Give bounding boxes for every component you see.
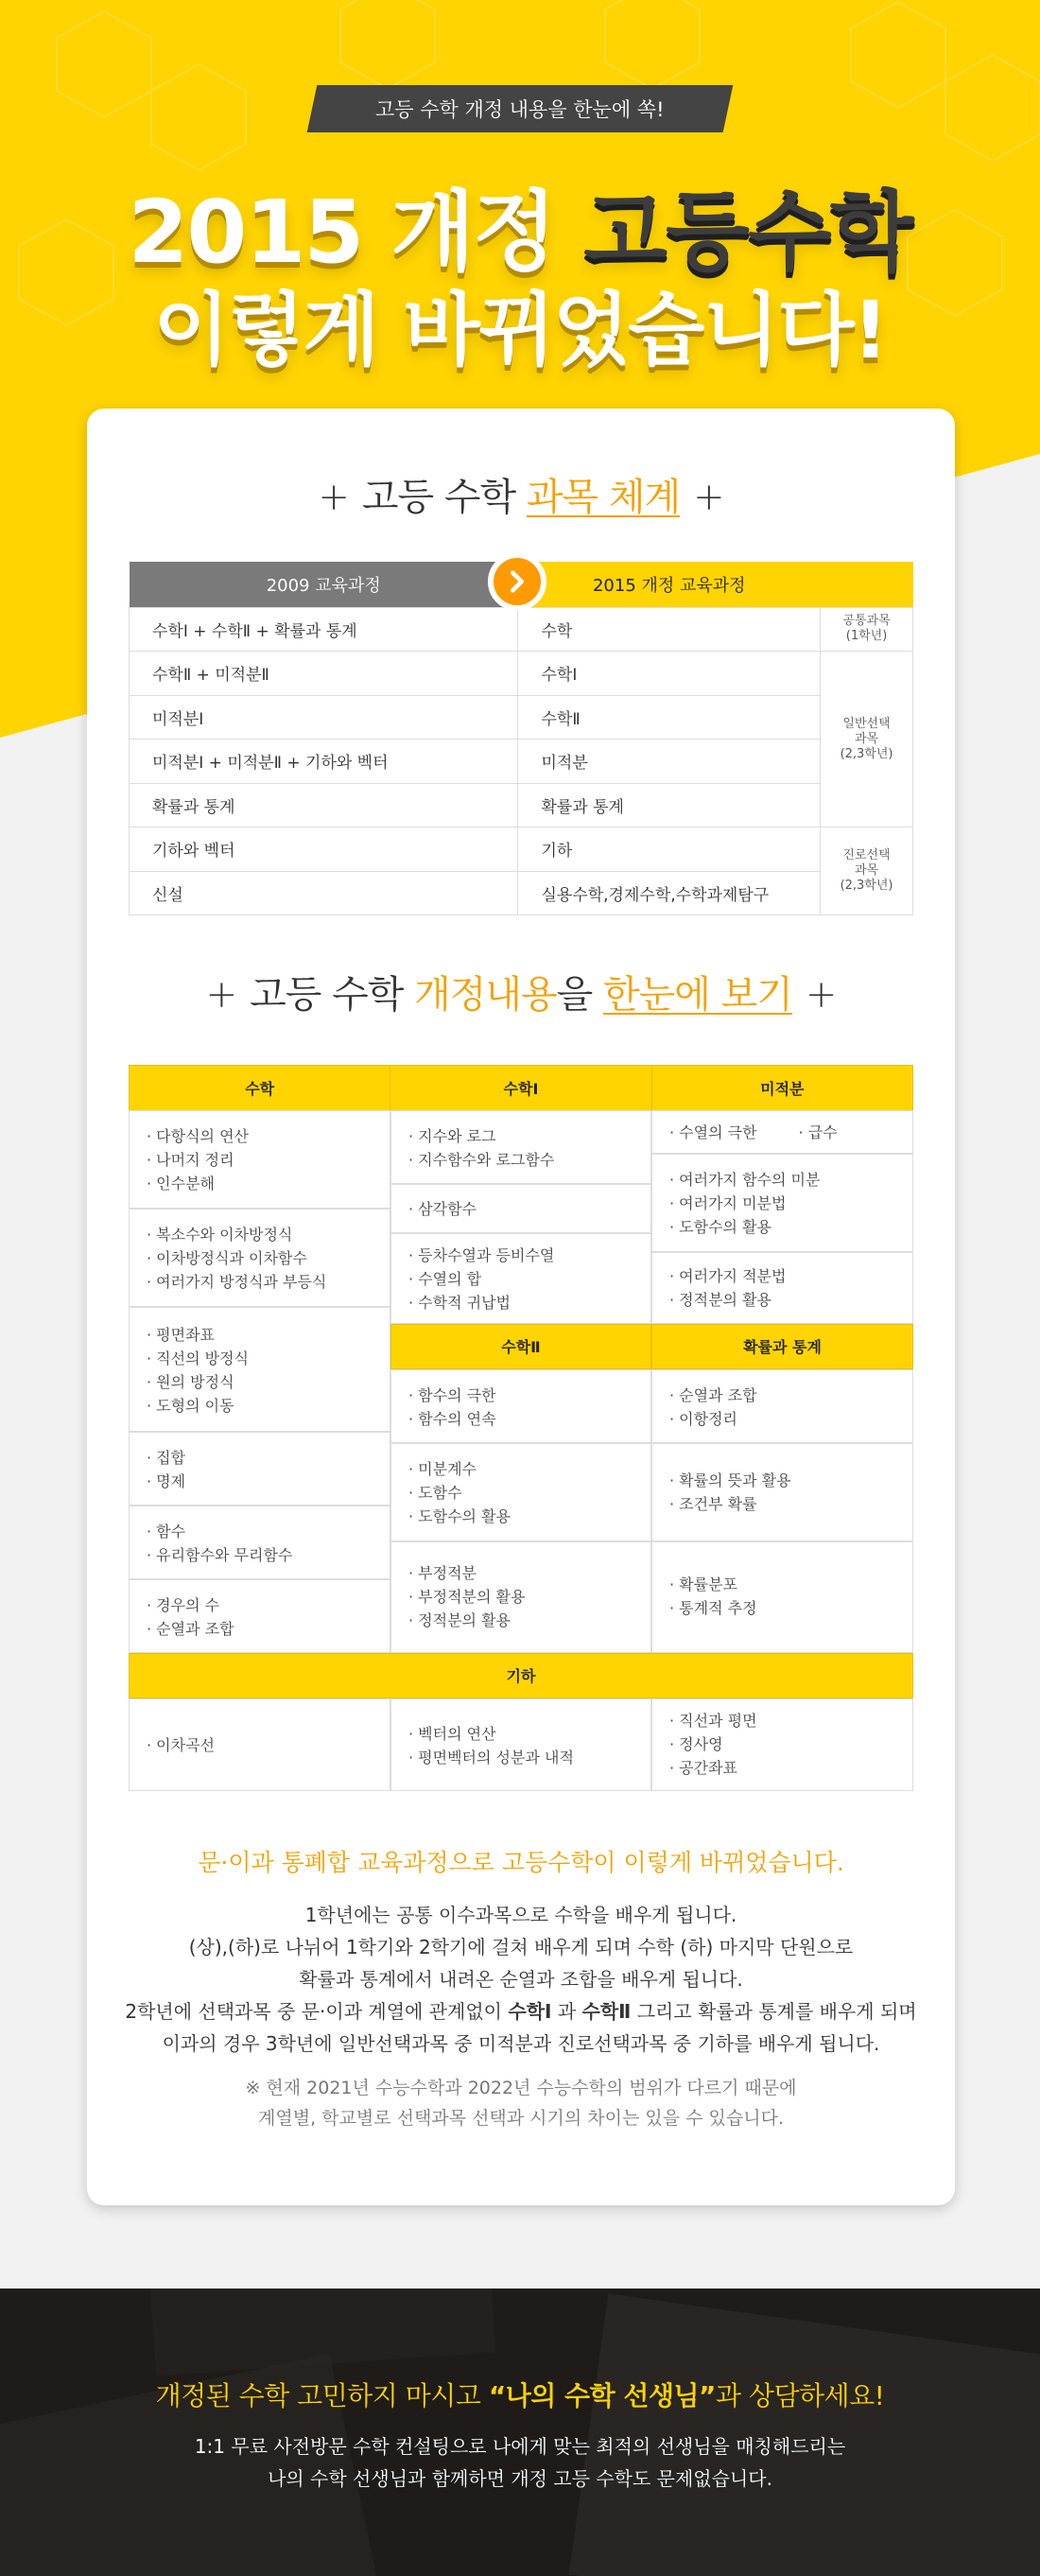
old-subject: 수학Ⅱ + 미적분Ⅱ (130, 652, 518, 696)
cell-calc-3: · 여러가지 적분법 · 정적분의 활용 (651, 1252, 913, 1324)
section-title-plain: 고등 수학 (361, 476, 527, 519)
title-part-underlined: 한눈에 보기 (603, 973, 792, 1017)
cell-calc-2: · 여러가지 함수의 미분 · 여러가지 미분법 · 도함수의 활용 (651, 1154, 913, 1252)
header-2015: 2015 개정 교육과정 (518, 562, 821, 607)
new-subject: 수학 (518, 607, 821, 652)
old-subject: 미적분Ⅰ (130, 695, 518, 740)
plus-icon: + (805, 973, 837, 1017)
hero-title-subject: 고등수학 (583, 182, 912, 283)
hero-title-year: 2015 개정 (128, 182, 584, 283)
title-part-highlight: 개정내용 (414, 973, 557, 1017)
cell-math2-2: · 미분계수 · 도함수 · 도함수의 활용 (390, 1443, 651, 1541)
category-common: 공통과목 (1학년) (821, 607, 913, 652)
cell-math-6: · 경우의 수 · 순열과 조합 (129, 1579, 390, 1653)
cell-math2-1: · 함수의 극한 · 함수의 연속 (390, 1369, 651, 1443)
footer-subtext: 1:1 무료 사전방문 수학 컨설팅으로 나에게 맞는 최적의 선생님을 매칭해드리는 나의 수학 선생님과 함께하면 개정 고등 수학도 문제없습니다. (194, 2435, 846, 2490)
hero-tag-text: 고등 수학 개정 내용을 한눈에 쏙! (375, 98, 665, 121)
header-math2: 수학Ⅱ (390, 1324, 651, 1369)
new-subject: 수학Ⅰ (518, 652, 821, 696)
cell-math-3: · 평면좌표 · 직선의 방정식 · 원의 방정식 · 도형의 이동 (129, 1307, 390, 1432)
plus-icon: + (205, 973, 237, 1017)
cell-math-2: · 복소수와 이차방정식 · 이차방정식과 이차함수 · 여러가지 방정식과 부등식 (129, 1209, 390, 1307)
content-card (87, 409, 955, 2205)
plus-icon: + (693, 476, 724, 519)
curriculum-table (129, 562, 913, 915)
old-subject: 수학Ⅰ + 수학Ⅱ + 확률과 통계 (130, 607, 518, 652)
header-category (821, 562, 913, 607)
summary-block (87, 1844, 955, 2133)
table-row (130, 871, 913, 915)
cell-math2-3: · 부정적분 · 부정적분의 활용 · 정적분의 활용 (390, 1541, 651, 1653)
section-title-changes (87, 965, 955, 1018)
plus-icon: + (318, 476, 349, 519)
cell-geo-1: · 이차곡선 (129, 1698, 390, 1791)
table-row (130, 827, 913, 872)
new-subject: 수학Ⅱ (518, 695, 821, 740)
cell-math1-3: · 등차수열과 등비수열 · 수열의 합 · 수학적 귀납법 (390, 1233, 651, 1324)
header-geometry: 기하 (129, 1653, 913, 1698)
category-general: 일반선택 과목 (2,3학년) (821, 652, 913, 827)
old-subject: 확률과 통계 (130, 783, 518, 827)
table-row (130, 740, 913, 784)
cell-math1-2: · 삼각함수 (390, 1184, 651, 1233)
title-part: 을 (556, 973, 603, 1017)
chevron-right-icon (488, 552, 546, 611)
cell-math-5: · 함수 · 유리함수와 무리함수 (129, 1506, 390, 1579)
content-table (129, 1065, 913, 1111)
cell-math-4: · 집합 · 명제 (129, 1432, 390, 1506)
summary-note: ※ 현재 2021년 수능수학과 2022년 수능수학의 범위가 다르기 때문에 계열별, 학교별로 선택과목 선택과 시기의 차이는 있을 수 있습니다. (245, 2078, 797, 2129)
section-title-curriculum (87, 467, 955, 521)
summary-body: 1학년에는 공통 이수과목으로 수학을 배우게 됩니다. (상),(하)로 나뉘어 1학기와 2학기에 걸쳐 배우게 되며 수학 (하) 마지막 단원으로 확률과 통계에서 내려온 순열과 조합을 배우게 됩니다. 2학년에 선택과목 중 문·이과 계열에 관계없이 수학Ⅰ 과 수학Ⅱ 그리고 확률과 통계를 배우게 되며 이과의 경우 3학년에 일반선택과목 중 미적분과 진로선택과목 중 기하를 배우게 됩니다. (125, 1904, 917, 2055)
old-subject: 미적분Ⅰ + 미적분Ⅱ + 기하와 벡터 (130, 740, 518, 784)
table-row (130, 607, 913, 652)
category-career: 진로선택 과목 (2,3학년) (821, 827, 913, 915)
old-subject: 기하와 벡터 (130, 827, 518, 872)
header-math: 수학 (130, 1066, 390, 1111)
footer-cta: 개정된 수학 고민하지 마시고 “나의 수학 선생님”과 상담하세요! (155, 2380, 885, 2411)
new-subject: 기하 (518, 827, 821, 872)
new-subject: 미적분 (518, 740, 821, 784)
summary-headline: 문·이과 통폐합 교육과정으로 고등수학이 이렇게 바뀌었습니다. (198, 1849, 844, 1876)
old-subject: 신설 (130, 871, 518, 915)
header-probability: 확률과 통계 (651, 1324, 913, 1369)
cell-math-1: · 다항식의 연산 · 나머지 정리 · 인수분해 (129, 1110, 390, 1209)
cell-geo-3: · 직선과 평면 · 정사영 · 공간좌표 (651, 1698, 913, 1791)
table-row (130, 652, 913, 696)
header-calculus: 미적분 (651, 1066, 912, 1111)
new-subject: 실용수학,경제수학,수학과제탐구 (518, 871, 821, 915)
header-math1: 수학Ⅰ (390, 1066, 651, 1111)
header-2009: 2009 교육과정 (130, 562, 518, 607)
hero-tag (307, 85, 734, 132)
cell-prob-3: · 확률분포 · 통계적 추정 (651, 1541, 913, 1653)
table-row (130, 695, 913, 740)
title-part: 고등 수학 (250, 973, 415, 1017)
new-subject: 확률과 통계 (518, 783, 821, 827)
hero-title-line2: 이렇게 바뀌었습니다! (153, 284, 887, 376)
cell-prob-1: · 순열과 조합 · 이항정리 (651, 1369, 913, 1443)
table-row (130, 783, 913, 827)
cell-prob-2: · 확률의 뜻과 활용 · 조건부 확률 (651, 1443, 913, 1541)
section-title-highlight: 과목 체계 (526, 476, 681, 519)
cell-math1-1: · 지수와 로그 · 지수함수와 로그함수 (390, 1110, 651, 1184)
cell-calc-1: · 수열의 극한 · 급수 (651, 1110, 913, 1154)
footer-banner (0, 2289, 1040, 2576)
cell-geo-2: · 벡터의 연산 · 평면벡터의 성분과 내적 (390, 1698, 651, 1791)
